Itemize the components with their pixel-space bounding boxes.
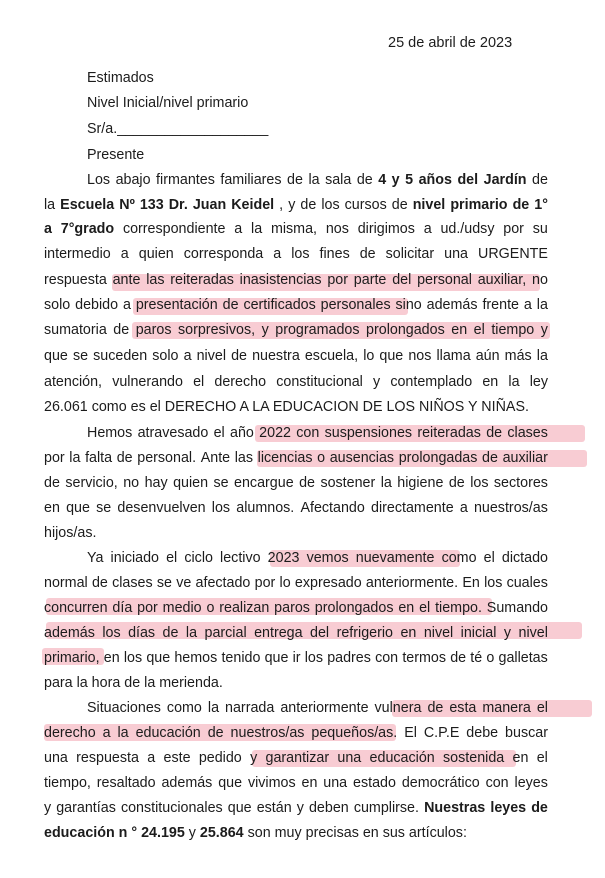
body-line: derecho a la educación de nuestros/as pequeños/as. El C.P.E debe buscar [44, 725, 548, 741]
salutation-line: Sr/a.___________________ [87, 121, 269, 137]
body-line: hijos/as. [44, 525, 97, 541]
body-line: tiempo, resaltado además que vivimos en una estado democrático con leyes [44, 775, 548, 791]
body-line: respuesta ante las reiteradas inasistencias por parte del personal auxiliar, no [44, 272, 548, 288]
salutation-line: Nivel Inicial/nivel primario [87, 95, 249, 111]
body-line: la Escuela Nº 133 Dr. Juan Keidel , y de los cursos de nivel primario de 1° [44, 197, 548, 213]
body-line: y garantías constitucionales que están y deben cumplirse. Nuestras leyes de [44, 800, 548, 816]
body-line: sumatoria de paros sorpresivos, y programados prolongados en el tiempo y [44, 322, 548, 338]
body-line: educación n ° 24.195 y 25.864 son muy precisas en sus artículos: [44, 825, 467, 841]
body-line: Los abajo firmantes familiares de la sala de 4 y 5 años del Jardín de [87, 172, 548, 188]
body-line: en que se desenvuelven los alumnos. Afectando directamente a nuestros/as [44, 500, 548, 516]
body-line: intermedio a quien corresponda a los fines de solicitar una URGENTE [44, 246, 548, 262]
body-line: de servicio, no hay quien se encargue de sostener la higiene de los sectores [44, 475, 548, 491]
body-line: además los días de la parcial entrega del refrigerio en nivel inicial y nivel [44, 625, 548, 641]
body-line: solo debido a presentación de certificados personales sino además frente a la [44, 297, 548, 313]
body-line: atención, vulnerando el derecho constitucional y contemplado en la ley [44, 374, 548, 390]
body-line: una respuesta a este pedido y garantizar una educación sostenida en el [44, 750, 548, 766]
body-line: Situaciones como la narrada anteriormente vulnera de esta manera el [87, 700, 548, 716]
body-line: que se suceden solo a nivel de nuestra escuela, lo que nos llama aún más la [44, 348, 548, 364]
letter-date: 25 de abril de 2023 [388, 35, 513, 51]
salutation-line: Presente [87, 147, 145, 163]
body-line: por la falta de personal. Ante las licencias o ausencias prolongadas de auxiliar [44, 450, 548, 466]
body-line: 26.061 como es el DERECHO A LA EDUCACION DE LOS NIÑOS Y NIÑAS. [44, 399, 529, 415]
body-line: primario, en los que hemos tenido que ir los padres con termos de té o galletas [44, 650, 548, 666]
body-line: Ya iniciado el ciclo lectivo 2023 vemos nuevamente como el dictado [87, 550, 548, 566]
body-line: para la hora de la merienda. [44, 675, 223, 691]
body-line: Hemos atravesado el año 2022 con suspensiones reiteradas de clases [87, 425, 548, 441]
body-line: normal de clases se ve afectado por lo expresado anteriormente. En los cuales [44, 575, 548, 591]
salutation-line: Estimados [87, 70, 154, 86]
body-line: concurren día por medio o realizan paros prolongados en el tiempo. Sumando [44, 600, 548, 616]
body-line: a 7°grado correspondiente a la misma, nos dirigimos a ud./udsy por su [44, 221, 548, 237]
